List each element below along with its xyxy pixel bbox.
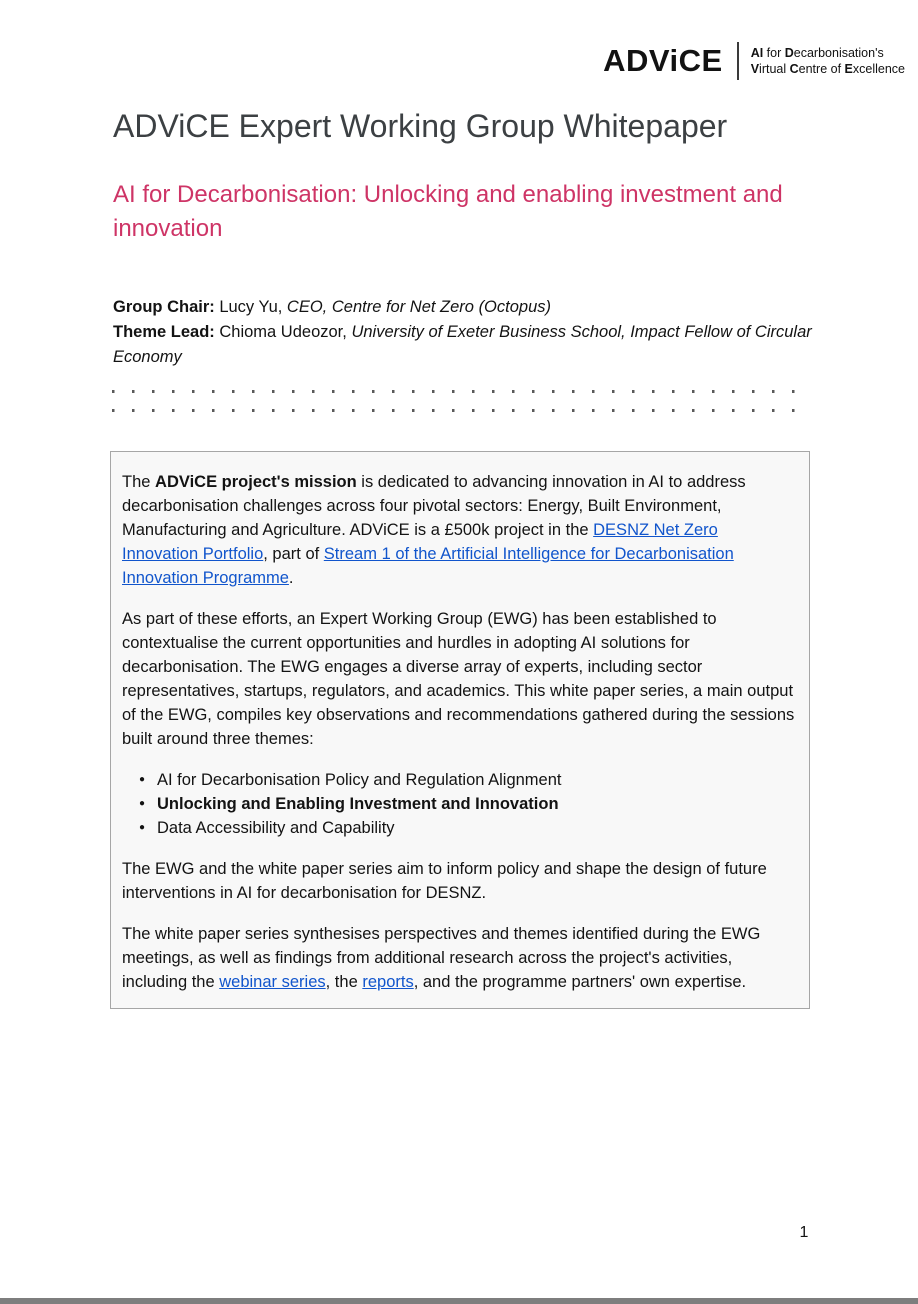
byline-group-chair	[113, 295, 819, 320]
text-run: The white paper series synthesises perspectives and themes identified during the EWG meetings, as well as findings from additional research across the project's activities, including the	[122, 925, 761, 991]
text-run: is dedicated to advancing innovation in AI to address decarbonisation challenges across four pivotal sectors: Energy, Built Environment, Manufacturing and Agriculture. ADViCE is a £500k project in the	[122, 473, 746, 539]
mission-paragraph-3	[122, 857, 798, 905]
text-run: D	[784, 46, 794, 60]
link-ai-for-decarbonisation-innovation-programme[interactable]: Stream 1 of the Artificial Intelligence for Decarbonisation Innovation Programme	[122, 545, 734, 587]
page-title: ADViCE Expert Working Group Whitepaper	[113, 108, 728, 144]
text-run: Chioma Udeozor,	[214, 323, 352, 341]
mission-paragraph-4	[122, 922, 798, 994]
text-run: As part of these efforts, an Expert Working Group (EWG) has been established to contextualise the current opportunities and hurdles in adopting AI solutions for decarbonisation. The EWG engages a diverse array of experts, including sector representatives, startups, regulators, and academics. This white paper series, a main output of the EWG, compiles key observations and recommendations gathered during the sessions built around three themes:	[122, 610, 795, 748]
text-run: Data Accessibility and Capability	[157, 819, 395, 837]
text-run: Lucy Yu,	[214, 298, 287, 316]
text-run: ecarbonisation's	[793, 46, 884, 60]
logo-divider-line	[737, 42, 739, 80]
dotted-divider-row-1	[112, 390, 809, 393]
theme-item-investment-innovation	[157, 792, 798, 816]
text-run: ADViCE project's mission	[155, 473, 357, 491]
text-run: University of Exeter Business School, Impact Fellow of Circular Economy	[113, 323, 812, 366]
text-run: The	[122, 473, 156, 491]
mission-paragraph-1	[122, 470, 798, 590]
text-run: AI	[750, 46, 764, 60]
theme-item-data-accessibility	[157, 816, 798, 840]
page-number: 1	[799, 1224, 809, 1241]
text-run: Group Chair:	[113, 298, 215, 316]
text-run: Theme Lead:	[113, 323, 215, 341]
text-run: C	[789, 62, 799, 76]
text-run: , and the programme partners' own expertise.	[413, 973, 747, 991]
text-run: E	[844, 62, 853, 76]
page-subtitle: AI for Decarbonisation: Unlocking and enabling investment and innovation	[113, 181, 783, 242]
advice-logo	[603, 42, 905, 80]
text-run: , the	[325, 973, 363, 991]
logo-tagline-line-2	[751, 61, 905, 77]
text-run: The EWG and the white paper series aim to inform policy and shape the design of future interventions in AI for decarbonisation for DESNZ.	[122, 860, 767, 902]
logo-tagline-line-1	[751, 45, 905, 61]
byline	[113, 295, 819, 370]
page-bottom-edge	[0, 1298, 918, 1304]
mission-paragraph-2	[122, 607, 798, 751]
logo-tagline	[751, 45, 905, 77]
theme-item-policy-regulation	[157, 768, 798, 792]
text-run: CEO, Centre for Net Zero (Octopus)	[286, 298, 552, 316]
byline-theme-lead	[113, 320, 819, 370]
dotted-divider-row-2	[112, 409, 809, 412]
mission-box	[110, 451, 810, 1009]
text-run: , part of	[263, 545, 324, 563]
text-run: .	[288, 569, 294, 587]
text-run: AI for Decarbonisation Policy and Regulation Alignment	[157, 771, 562, 789]
link-reports[interactable]: reports	[362, 973, 414, 991]
text-run: entre of	[798, 62, 845, 76]
themes-list	[122, 768, 798, 840]
text-run: Unlocking and Enabling Investment and Innovation	[157, 795, 559, 813]
text-run: V	[750, 62, 760, 76]
text-run: xcellence	[852, 62, 905, 76]
text-run: for	[763, 46, 785, 60]
link-webinar-series[interactable]: webinar series	[219, 973, 326, 991]
advice-wordmark: ADViCE	[603, 43, 723, 78]
text-run: irtual	[759, 62, 790, 76]
link-desnz-net-zero-innovation-portfolio[interactable]: DESNZ Net Zero Innovation Portfolio	[122, 521, 718, 563]
